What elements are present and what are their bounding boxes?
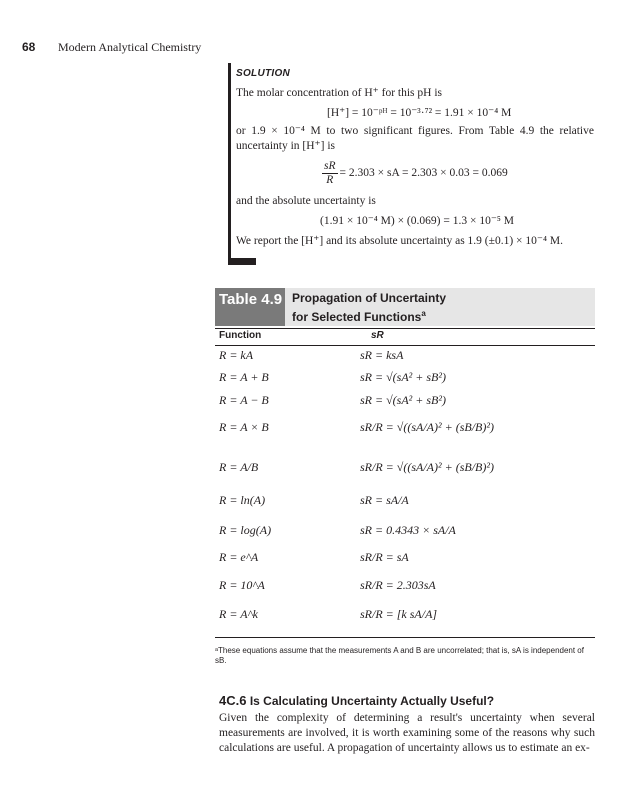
col-header-function: Function <box>219 330 262 341</box>
row-sr-9: sR/R = 2.303sA <box>360 578 436 592</box>
row-sr-8: sR/R = sA <box>360 550 409 564</box>
solution-equation-3: (1.91 × 10⁻⁴ M) × (0.069) = 1.3 × 10⁻⁵ M <box>320 215 514 227</box>
page-number: 68 <box>22 40 36 54</box>
row-function-2: R = A + B <box>219 370 269 384</box>
row-function-10: R = A^k <box>219 607 258 621</box>
table-tag: Table 4.9 <box>215 288 285 326</box>
row-sr-4: sR/R = √((sA/A)² + (sB/B)²) <box>360 420 494 434</box>
row-sr-7: sR = 0.4343 × sA/A <box>360 523 456 537</box>
section-heading <box>219 693 494 708</box>
section-title: Is Calculating Uncertainty Actually Useful? <box>249 694 495 708</box>
solution-paragraph-4: We report the [H⁺] and its absolute uncertainty as 1.9 (±0.1) × 10⁻⁴ M. <box>236 235 563 247</box>
row-function-3: R = A − B <box>219 393 269 407</box>
section-number: 4C.6 <box>219 693 247 708</box>
table-header-rule <box>215 345 595 346</box>
table-title-footnote-mark: a <box>421 309 426 318</box>
row-sr-6: sR = sA/A <box>360 493 409 507</box>
solution-paragraph-2: or 1.9 × 10⁻⁴ M to two significant figures. From Table 4.9 the relative uncertainty in [H⁺] is <box>236 125 594 152</box>
row-sr-2: sR = √(sA² + sB²) <box>360 370 446 384</box>
row-function-9: R = 10^A <box>219 578 265 592</box>
table-title-line-2: for Selected Functions <box>292 310 422 324</box>
table-footnote: ᵃThese equations assume that the measurements A and B are uncorrelated; that is, sA is independent of sB. <box>215 646 584 665</box>
row-function-7: R = log(A) <box>219 523 272 537</box>
solution-equation-1: [H⁺] = 10⁻ᵖᴴ = 10⁻³·⁷² = 1.91 × 10⁻⁴ M <box>327 107 512 119</box>
row-function-4: R = A × B <box>219 420 269 434</box>
row-function-6: R = ln(A) <box>219 493 266 507</box>
row-sr-5: sR/R = √((sA/A)² + (sB/B)²) <box>360 460 494 474</box>
eq2-rest: = 2.303 × sA = 2.303 × 0.03 = 0.069 <box>339 167 508 180</box>
row-sr-1: sR = ksA <box>360 348 404 362</box>
row-function-1: R = kA <box>219 348 254 362</box>
col-header-sr: sR <box>371 330 384 341</box>
row-function-5: R = A/B <box>219 460 259 474</box>
table-title-line-1: Propagation of Uncertainty <box>292 291 447 305</box>
section-body: Given the complexity of determining a result's uncertainty when several measurements are involved, it is worth examining some of the reasons why such calculations are useful. A propagation of uncertainty allows us to estimate an ex- <box>219 712 595 754</box>
solution-end-block <box>228 258 256 265</box>
solution-heading: SOLUTION <box>236 68 291 79</box>
solution-paragraph-1: The molar concentration of H⁺ for this pH is <box>236 87 442 99</box>
table-top-rule <box>215 328 595 329</box>
solution-equation-2 <box>320 160 508 186</box>
row-sr-10: sR/R = [k sA/A] <box>360 607 438 621</box>
solution-paragraph-3: and the absolute uncertainty is <box>236 195 376 207</box>
solution-rule <box>228 63 231 260</box>
table-title <box>292 291 446 325</box>
running-title: Modern Analytical Chemistry <box>58 40 202 54</box>
eq2-denominator: R <box>326 173 334 186</box>
eq2-numerator: sR <box>324 160 336 172</box>
row-sr-3: sR = √(sA² + sB²) <box>360 393 446 407</box>
row-function-8: R = e^A <box>219 550 259 564</box>
table-bottom-rule <box>215 637 595 638</box>
